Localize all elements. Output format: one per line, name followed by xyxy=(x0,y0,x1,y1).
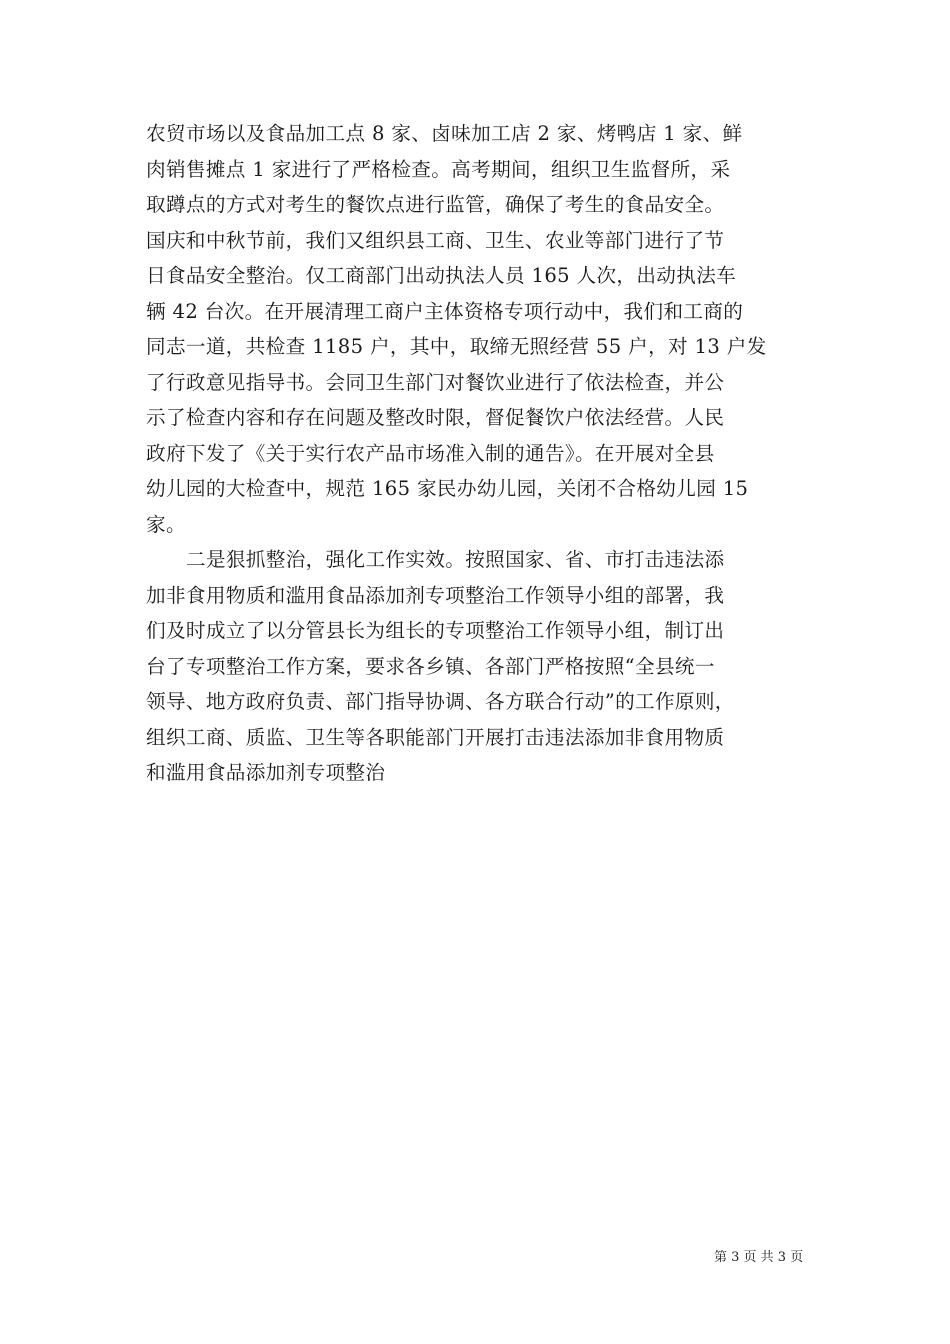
text-line: 幼儿园的大检查中，规范 165 家民办幼儿园，关闭不合格幼儿园 15 xyxy=(146,477,749,500)
text-line: 们及时成立了以分管县长为组长的专项整治工作领导小组，制订出 xyxy=(146,619,725,642)
paragraph-1 xyxy=(146,116,806,542)
text-line: 肉销售摊点 1 家进行了严格检查。高考期间，组织卫生监督所，采 xyxy=(146,157,731,181)
text-line: 了行政意见指导书。会同卫生部门对餐饮业进行了依法检查，并公 xyxy=(146,370,725,394)
text-line: 示了检查内容和存在问题及整改时限，督促餐饮户依法经营。人民 xyxy=(146,406,725,429)
text-line: 农贸市场以及食品加工点 8 家、卤味加工店 2 家、烤鸭店 1 家、鲜 xyxy=(146,122,743,145)
text-line: 政府下发了《关于实行农产品市场准入制的通告》。在开展对全县 xyxy=(146,441,715,465)
text-line: 辆 42 台次。在开展清理工商户主体资格专项行动中，我们和工商的 xyxy=(146,299,744,323)
text-line: 同志一道，共检查 1185 户，其中，取缔无照经营 55 户，对 13 户发 xyxy=(146,335,767,358)
text-line: 加非食用物质和滥用食品添加剂专项整治工作领导小组的部署，我 xyxy=(146,583,725,607)
text-line: 家。 xyxy=(146,512,186,536)
paragraph-2 xyxy=(146,542,806,791)
text-line: 领导、地方政府负责、部门指导协调、各方联合行动”的工作原则， xyxy=(146,690,735,713)
text-line: 二是狠抓整治，强化工作实效。按照国家、省、市打击违法添 xyxy=(186,548,725,571)
text-line: 国庆和中秋节前，我们又组织县工商、卫生、农业等部门进行了节 xyxy=(146,228,725,252)
text-line: 取蹲点的方式对考生的餐饮点进行监管，确保了考生的食品安全。 xyxy=(146,193,725,216)
text-line: 和滥用食品添加剂专项整治 xyxy=(146,761,386,784)
page-number: 第 3 页 共 3 页 xyxy=(714,1250,804,1265)
body-text xyxy=(146,116,806,791)
text-line: 组织工商、质监、卫生等各职能部门开展打击违法添加非食用物质 xyxy=(146,725,725,749)
text-line: 日食品安全整治。仅工商部门出动执法人员 165 人次，出动执法车 xyxy=(146,264,737,287)
text-line: 台了专项整治工作方案，要求各乡镇、各部门严格按照“全县统一 xyxy=(146,654,715,678)
